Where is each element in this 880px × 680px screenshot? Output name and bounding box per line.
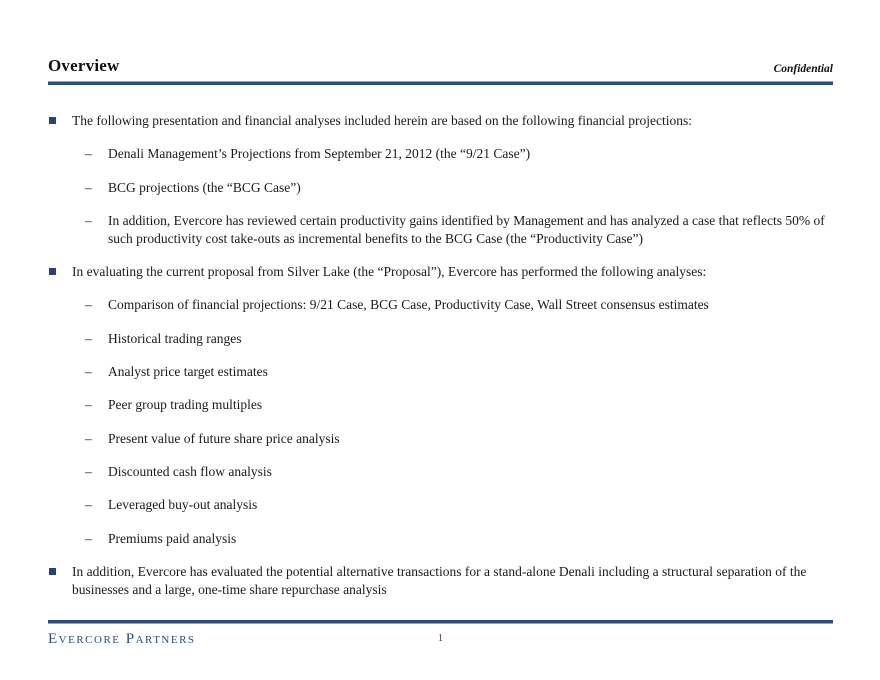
- sub-bullet-item: [85, 496, 833, 514]
- sub-bullet-item: [85, 296, 833, 314]
- dash-bullet-icon: –: [85, 146, 92, 162]
- bullet-text: In addition, Evercore has evaluated the potential alternative transactions for a stand-alone Denali including a structural separation of the businesses and a large, one-time share repurchase analysis: [72, 563, 807, 597]
- sub-bullet-text: Denali Management’s Projections from September 21, 2012 (the “9/21 Case”): [108, 146, 531, 162]
- bullet-text: The following presentation and financial analyses included herein are based on the following financial projections:: [72, 113, 693, 128]
- sub-bullet-text: In addition, Evercore has reviewed certain productivity gains identified by Management and has analyzed a case that reflects 50% of such productivity cost take-outs as incremental benefits to the BCG Case (the “Productivity Case”): [108, 212, 825, 246]
- sub-bullet-item: [85, 145, 833, 163]
- slide-body: [48, 112, 833, 614]
- dash-bullet-icon: –: [85, 497, 92, 513]
- slide-header: [48, 0, 833, 85]
- dash-bullet-icon: –: [85, 212, 92, 228]
- dash-bullet-icon: –: [85, 463, 92, 479]
- page-title: Overview: [48, 56, 120, 75]
- sub-bullet-item: [85, 396, 833, 414]
- slide-footer: [48, 620, 833, 680]
- dash-bullet-icon: –: [85, 364, 92, 379]
- dash-bullet-icon: –: [85, 297, 92, 313]
- sub-bullet-text: Premiums paid analysis: [108, 530, 237, 546]
- confidential-label: Confidential: [773, 63, 833, 75]
- sub-bullet-item: [85, 212, 833, 248]
- header-divider: [48, 81, 833, 85]
- sub-bullet-text: Peer group trading multiples: [108, 397, 263, 413]
- dash-bullet-icon: –: [85, 530, 92, 546]
- square-bullet-icon: [48, 563, 72, 599]
- bullet-text: In evaluating the current proposal from Silver Lake (the “Proposal”), Evercore has performed the following analyses:: [72, 264, 707, 280]
- sub-bullet-item: [85, 363, 833, 381]
- sub-bullet-item: [85, 463, 833, 481]
- brand-logo: Evercore Partners: [48, 631, 196, 647]
- sub-bullet-text: Leveraged buy-out analysis: [108, 497, 258, 513]
- bullet-item: [48, 563, 833, 599]
- sub-bullet-item: [85, 330, 833, 348]
- sub-bullet-item: [85, 530, 833, 548]
- footer-divider: [48, 620, 833, 624]
- dash-bullet-icon: –: [85, 397, 92, 413]
- sub-bullet-item: [85, 179, 833, 197]
- sub-bullet-item: [85, 430, 833, 448]
- square-bullet-icon: [48, 112, 72, 130]
- square-bullet-icon: [48, 263, 72, 281]
- bullet-item: [48, 112, 833, 130]
- bullet-item: [48, 263, 833, 281]
- sub-bullet-text: Historical trading ranges: [108, 330, 242, 346]
- dash-bullet-icon: –: [85, 179, 92, 195]
- dash-bullet-icon: –: [85, 430, 92, 446]
- sub-bullet-text: Comparison of financial projections: 9/21 Case, BCG Case, Productivity Case, Wall Street consensus estimates: [108, 297, 709, 313]
- page-number: 1: [438, 633, 443, 644]
- sub-bullet-text: Present value of future share price analysis: [108, 430, 340, 446]
- sub-bullet-text: Analyst price target estimates: [108, 364, 268, 379]
- dash-bullet-icon: –: [85, 330, 92, 346]
- sub-bullet-text: BCG projections (the “BCG Case”): [108, 179, 301, 195]
- sub-bullet-text: Discounted cash flow analysis: [108, 463, 272, 479]
